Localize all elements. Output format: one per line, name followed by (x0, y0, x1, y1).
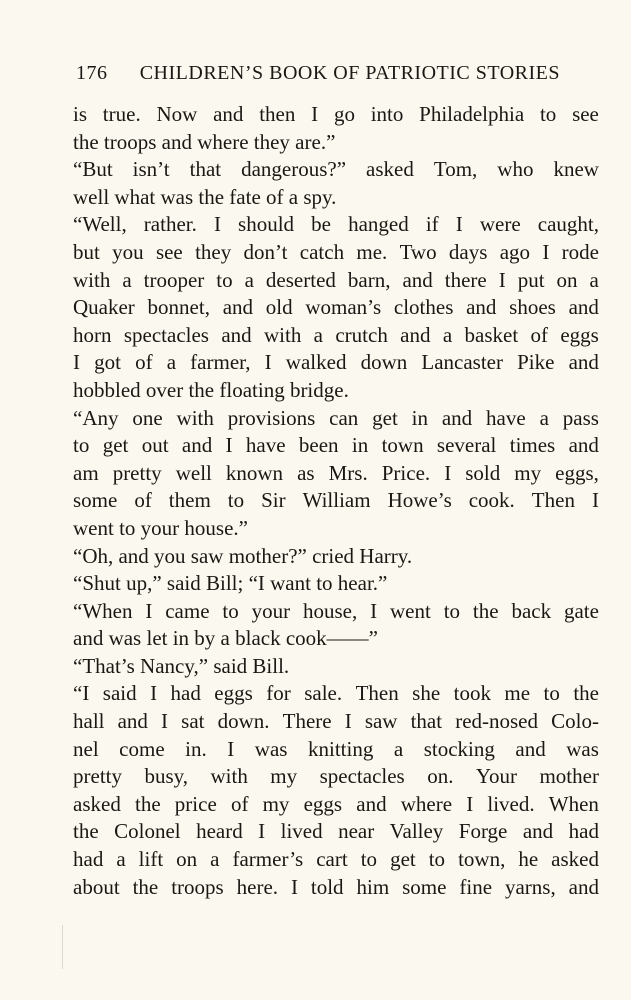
word: get (390, 847, 416, 872)
word: I (455, 212, 463, 237)
word: in. (185, 736, 207, 761)
word: busy, (144, 764, 189, 789)
text-line: “Oh, and you saw mother?” cried Harry. (73, 543, 413, 568)
word: I (498, 267, 506, 292)
word: then (259, 102, 296, 126)
word: go (333, 102, 355, 126)
word: “Any (73, 405, 119, 430)
word: if (425, 212, 439, 237)
word: am (73, 460, 99, 485)
word: woman’s (305, 295, 382, 320)
text-line (73, 708, 599, 736)
word: the (573, 681, 599, 706)
word: get (372, 405, 398, 430)
word: and (402, 267, 433, 292)
word: about (73, 874, 120, 899)
word: and (441, 405, 473, 430)
word: eggs, (555, 460, 599, 485)
text-line (73, 736, 599, 764)
word: house, (302, 598, 358, 623)
word: come (119, 736, 165, 761)
word: pass (562, 405, 599, 430)
word: have (245, 433, 286, 458)
word: into (370, 102, 404, 126)
word: to (360, 847, 378, 872)
word: asked (366, 157, 414, 182)
text-line (73, 763, 599, 791)
word: me. (356, 239, 388, 264)
word: of (230, 791, 249, 816)
word: Valley (389, 819, 444, 844)
word: to (428, 847, 446, 872)
text-line (73, 432, 599, 460)
word: I (466, 791, 474, 816)
word: farmer, (190, 350, 251, 375)
word: was (566, 736, 599, 761)
word: known (225, 460, 284, 485)
word: gate (563, 598, 599, 623)
word: for (266, 681, 291, 706)
text-line: and was let in by a black cook——” (73, 626, 378, 651)
word: Then (531, 488, 575, 513)
text-line (73, 460, 599, 488)
word: back (511, 598, 552, 623)
word: mother (539, 764, 599, 789)
word: on. (427, 764, 454, 789)
word: I (225, 433, 233, 458)
word: to (216, 267, 233, 292)
word: a (442, 322, 453, 347)
word: yarns, (504, 874, 556, 899)
word: Sir (261, 488, 286, 513)
word: on (176, 847, 198, 872)
word: I (145, 598, 153, 623)
word: was (254, 736, 288, 761)
word: that (410, 709, 443, 734)
word: “But (73, 157, 113, 182)
word: and (117, 709, 148, 734)
text-line (73, 239, 599, 267)
word: Mrs. (328, 460, 368, 485)
word: came (165, 598, 210, 623)
word: and (222, 295, 254, 320)
word: There (282, 709, 332, 734)
word: “Well, (73, 212, 127, 237)
word: had (73, 847, 104, 872)
word: asked (73, 791, 121, 816)
word: spectacles (319, 764, 405, 789)
word: I (227, 736, 235, 761)
word: told (310, 874, 344, 899)
word: to (73, 433, 90, 458)
word: eggs (214, 681, 253, 706)
word: “When (73, 598, 133, 623)
word: one (132, 405, 163, 430)
word: old (265, 295, 293, 320)
word: asked (551, 847, 599, 872)
word: the (134, 791, 161, 816)
word: and (466, 295, 497, 320)
word: my (270, 764, 298, 789)
word: “I (73, 681, 90, 706)
word: rather. (143, 212, 197, 237)
word: some (402, 874, 447, 899)
word: William (302, 488, 371, 513)
word: fine (459, 874, 493, 899)
word: and (181, 433, 213, 458)
running-title: CHILDREN’S BOOK OF PATRIOTIC STORIES (139, 61, 560, 84)
word: get (102, 433, 129, 458)
word: a (313, 322, 323, 347)
word: pretty (73, 764, 122, 789)
word: I (264, 350, 272, 375)
word: horn (73, 322, 112, 347)
word: have (486, 405, 526, 430)
word: a (116, 847, 126, 872)
text-line: went to your house.” (73, 515, 248, 540)
word: trooper (143, 267, 205, 292)
word: lived (280, 819, 323, 844)
gutter-mark (62, 925, 63, 969)
word: provisions (227, 405, 316, 430)
word: and (400, 322, 431, 347)
word: me (504, 681, 531, 706)
word: basket (464, 322, 519, 347)
word: farmer’s (232, 847, 304, 872)
word: shoes (509, 295, 556, 320)
word: to (227, 488, 245, 513)
word: sat (181, 709, 205, 734)
word: a (244, 267, 254, 292)
word: and (213, 102, 244, 126)
word: true. (102, 102, 141, 126)
word: down (360, 350, 408, 375)
word: dangerous?” (241, 157, 347, 182)
word: lift (138, 847, 164, 872)
word: hanged (348, 212, 409, 237)
word: eggs (303, 791, 343, 816)
word: Pike (517, 350, 555, 375)
word: sale. (304, 681, 343, 706)
word: deserted (265, 267, 336, 292)
word: I (213, 212, 221, 237)
word: were (479, 212, 521, 237)
word: town, (458, 847, 506, 872)
word: my (262, 791, 290, 816)
word: near (338, 819, 375, 844)
word: well (175, 460, 212, 485)
text-line (73, 680, 599, 708)
word: I (542, 239, 550, 264)
word: is (73, 102, 88, 126)
word: several (436, 433, 497, 458)
word: been (298, 433, 339, 458)
word: out (141, 433, 169, 458)
word: I (150, 681, 158, 706)
text-line (73, 818, 599, 846)
word: cook. (468, 488, 515, 513)
word: of (530, 322, 549, 347)
word: saw (364, 709, 398, 734)
word: as (297, 460, 315, 485)
word: should (238, 212, 295, 237)
word: When (548, 791, 599, 816)
text-line (73, 211, 599, 239)
word: the (132, 874, 159, 899)
word: be (311, 212, 331, 237)
word: I (290, 874, 298, 899)
word: Colonel (114, 819, 181, 844)
word: said (102, 681, 137, 706)
word: here. (236, 874, 279, 899)
word: eggs (560, 322, 599, 347)
word: had (568, 819, 599, 844)
word: days (448, 239, 488, 264)
word: where (400, 791, 453, 816)
word: a (122, 267, 132, 292)
word: I (591, 488, 599, 513)
word: they (195, 239, 232, 264)
word: and (515, 736, 546, 761)
running-head (76, 58, 560, 88)
word: with (176, 405, 214, 430)
word: I (258, 819, 266, 844)
word: can (329, 405, 359, 430)
word: Then (355, 681, 399, 706)
word: stocking (423, 736, 495, 761)
word: pretty (112, 460, 162, 485)
text-line (73, 267, 599, 295)
text-line: well what was the fate of a spy. (73, 184, 337, 209)
word: ago (499, 239, 531, 264)
word: knew (553, 157, 599, 182)
word: and (568, 295, 599, 320)
word: walked (285, 350, 347, 375)
text-line (73, 846, 599, 874)
word: and (356, 791, 387, 816)
word: knitting (307, 736, 374, 761)
text-line (73, 405, 599, 433)
word: cart (316, 847, 348, 872)
word: the (73, 819, 99, 844)
word: there (444, 267, 487, 292)
word: see (572, 102, 599, 126)
word: isn’t (132, 157, 170, 182)
word: Tom, (433, 157, 478, 182)
word: Two (399, 239, 437, 264)
word: put (517, 267, 545, 292)
word: barn, (347, 267, 391, 292)
word: times (509, 433, 556, 458)
word: and (568, 874, 599, 899)
word: I (344, 709, 352, 734)
word: who (497, 157, 534, 182)
word: him (356, 874, 390, 899)
text-line (73, 156, 599, 184)
word: a (539, 405, 549, 430)
word: I (161, 709, 169, 734)
text-line (73, 598, 599, 626)
text-line (73, 349, 599, 377)
word: in (411, 405, 428, 430)
word: a (393, 736, 404, 761)
word: bonnet, (147, 295, 210, 320)
word: took (453, 681, 491, 706)
word: price (174, 791, 217, 816)
word: nel (73, 736, 99, 761)
word: see (155, 239, 183, 264)
word: crutch (335, 322, 388, 347)
word: Lancaster (421, 350, 503, 375)
word: she (412, 681, 441, 706)
word: Howe’s (387, 488, 452, 513)
word: town (381, 433, 424, 458)
text-line (73, 101, 599, 129)
word: and (221, 322, 252, 347)
word: Quaker (73, 295, 135, 320)
word: I (73, 350, 80, 375)
word: a (210, 847, 220, 872)
word: a (589, 267, 599, 292)
word: to (443, 598, 461, 623)
word: I (444, 460, 452, 485)
text-line: “That’s Nancy,” said Bill. (73, 653, 290, 678)
word: Price. (381, 460, 431, 485)
word: Philadelphia (419, 102, 525, 126)
word: clothes (393, 295, 454, 320)
word: but (73, 239, 100, 264)
word: you (112, 239, 144, 264)
word: down. (217, 709, 270, 734)
text-line (73, 791, 599, 819)
word: troops (171, 874, 224, 899)
word: catch (299, 239, 345, 264)
text-line (73, 322, 599, 350)
page-number: 176 (76, 61, 108, 84)
word: in (351, 433, 369, 458)
word: them (168, 488, 211, 513)
word: lived. (487, 791, 535, 816)
word: with (73, 267, 111, 292)
word: with (210, 764, 248, 789)
word: Now (156, 102, 198, 126)
word: Your (475, 764, 517, 789)
text-line: “Shut up,” said Bill; “I want to hear.” (73, 571, 388, 596)
word: your (251, 598, 291, 623)
text-line: hobbled over the floating bridge. (73, 377, 349, 402)
word: don’t (243, 239, 288, 264)
word: I (311, 102, 319, 126)
word: rode (561, 239, 599, 264)
word: Colo- (551, 709, 599, 734)
word: a (166, 350, 177, 375)
word: Forge (458, 819, 508, 844)
word: caught, (537, 212, 599, 237)
word: to (222, 598, 239, 623)
word: heard (196, 819, 243, 844)
word: red-nosed (455, 709, 539, 734)
word: to (539, 102, 557, 126)
word: he (518, 847, 539, 872)
word: with (263, 322, 302, 347)
word: and (568, 433, 599, 458)
word: of (135, 350, 153, 375)
word: that (189, 157, 222, 182)
word: went (389, 598, 431, 623)
word: and (522, 819, 554, 844)
text-line: the troops and where they are.” (73, 129, 336, 154)
word: some (73, 488, 118, 513)
word: on (556, 267, 578, 292)
word: had (170, 681, 201, 706)
word: got (94, 350, 121, 375)
word: my (514, 460, 542, 485)
body-text (73, 101, 599, 906)
word: the (472, 598, 499, 623)
word: of (134, 488, 152, 513)
text-line (73, 487, 599, 515)
word: hall (73, 709, 105, 734)
text-line (73, 874, 599, 902)
word: spectacles (123, 322, 209, 347)
text-line (73, 294, 599, 322)
word: to (543, 681, 560, 706)
word: sold (465, 460, 501, 485)
word: and (568, 350, 599, 375)
word: I (370, 598, 378, 623)
